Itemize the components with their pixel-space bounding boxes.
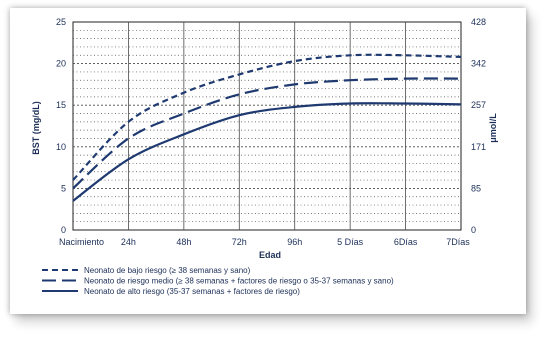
y2-tick-label: 342 [471,58,487,69]
y-tick-label: 10 [55,141,66,152]
grid [73,22,461,230]
x-axis-title: Edad [258,250,282,260]
legend [42,266,394,296]
y2-axis-title: μmol/L [488,113,498,143]
y2-tick-label: 428 [471,17,487,27]
y-tick-label: 0 [60,225,66,235]
x-tick-label: 6Días [393,237,418,247]
tick-labels [56,17,486,247]
y-tick-label: 15 [55,100,66,111]
legend-label: Neonato de alto riesgo (35-37 semanas + factores de riesgo) [84,287,300,296]
x-tick-label: 24h [120,237,136,247]
plot-frame [73,22,461,230]
y-tick-label: 25 [55,17,66,27]
y2-tick-label: 85 [471,183,482,194]
x-tick-label: 48h [176,237,192,247]
y-axis-title: BST (mg/dL) [31,101,41,155]
y2-tick-label: 257 [471,100,487,111]
y2-tick-label: 0 [471,225,477,235]
x-tick-label: Nacimiento [59,237,105,247]
x-tick-label: 5 Días [337,237,364,247]
y-tick-label: 20 [55,58,66,69]
series-line-solid [73,103,461,201]
y-tick-label: 5 [60,183,66,194]
series-lines [73,55,461,201]
x-tick-label: 96h [287,237,303,247]
legend-label: Neonato de riesgo medio (≥ 38 semanas + factores de riesgo o 35-37 semanas y sano) [84,276,394,286]
x-tick-label: 7Días [446,237,470,247]
y2-tick-label: 171 [471,141,487,152]
x-tick-label: 72h [231,237,247,247]
legend-label: Neonato de bajo riesgo (≥ 38 semanas y sano) [84,266,251,275]
series-line-short-dash [73,55,461,180]
